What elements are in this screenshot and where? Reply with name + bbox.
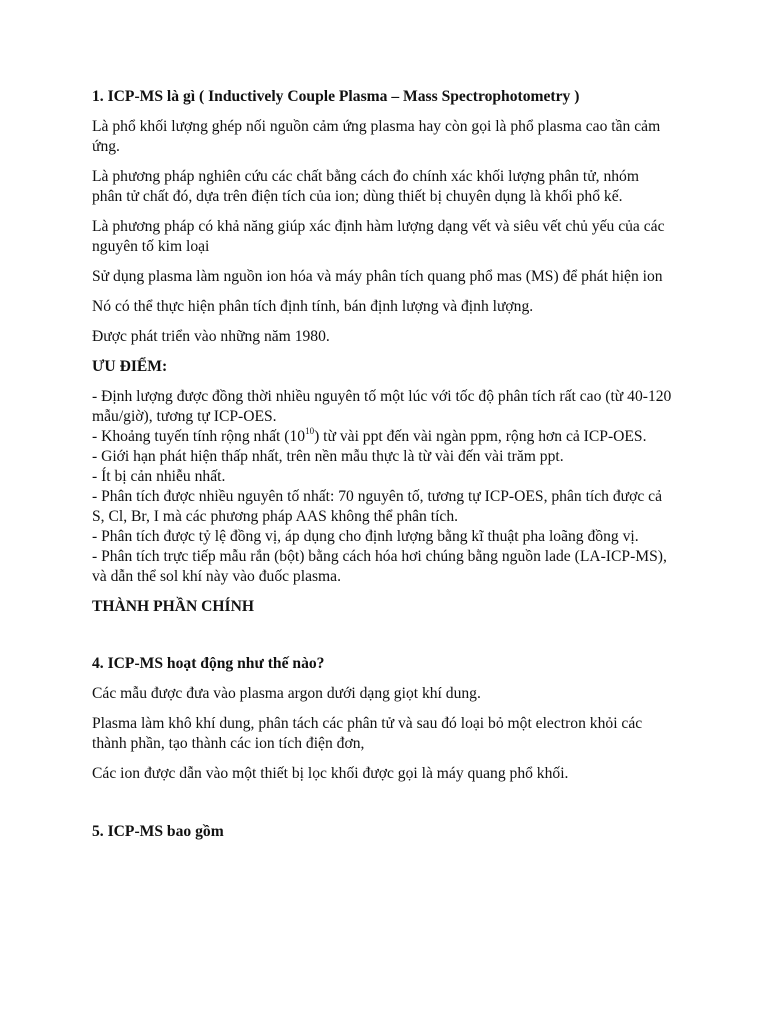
section-4-paragraph-1: Các mẫu được đưa vào plasma argon dưới dạng giọt khí dung. xyxy=(92,685,481,702)
document-content xyxy=(92,87,672,842)
advantage-item-7: - Phân tích trực tiếp mẫu rắn (bột) bằng cách hóa hơi chúng bằng nguồn lade (LA-ICP-MS), và dẫn thể sol khí này vào đuốc plasma. xyxy=(92,548,667,585)
components-heading: THÀNH PHẦN CHÍNH xyxy=(92,598,255,615)
section-1-paragraph-6: Được phát triển vào những năm 1980. xyxy=(92,328,330,345)
section-4-paragraph-3: Các ion được dẫn vào một thiết bị lọc khối được gọi là máy quang phổ khối. xyxy=(92,765,569,782)
advantages-list xyxy=(92,387,672,587)
advantage-item-6: - Phân tích được tỷ lệ đồng vị, áp dụng cho định lượng bằng kĩ thuật pha loãng đồng vị. xyxy=(92,528,639,545)
section-1-paragraph-4: Sử dụng plasma làm nguồn ion hóa và máy phân tích quang phổ mas (MS) để phát hiện ion xyxy=(92,268,663,285)
advantage-item-1: - Định lượng được đồng thời nhiều nguyên tố một lúc với tốc độ phân tích rất cao (từ 40-120 mẫu/giờ), tương tự ICP-OES. xyxy=(92,388,672,425)
advantage-item-2-after: ) từ vài ppt đến vài ngàn ppm, rộng hơn cả ICP-OES. xyxy=(314,428,647,445)
section-1-paragraph-3: Là phương pháp có khả năng giúp xác định hàm lượng dạng vết và siêu vết chủ yếu của các nguyên tố kim loại xyxy=(92,218,665,255)
advantage-item-4: - Ít bị cản nhiễu nhất. xyxy=(92,468,226,485)
section-1-paragraph-1: Là phổ khối lượng ghép nối nguồn cảm ứng plasma hay còn gọi là phổ plasma cao tần cảm ứng. xyxy=(92,118,661,155)
section-4-heading: 4. ICP-MS hoạt động như thế nào? xyxy=(92,655,325,672)
advantage-item-3: - Giới hạn phát hiện thấp nhất, trên nền mẫu thực là từ vài đến vài trăm ppt. xyxy=(92,448,564,465)
advantages-heading: ƯU ĐIỂM: xyxy=(92,358,168,375)
section-4-paragraph-2: Plasma làm khô khí dung, phân tách các phân tử và sau đó loại bỏ một electron khỏi các thành phần, tạo thành các ion tích điện đơn, xyxy=(92,715,643,752)
advantage-item-2-before: - Khoảng tuyến tính rộng nhất (10 xyxy=(92,428,306,445)
advantage-item-2 xyxy=(92,427,672,447)
section-1-heading: 1. ICP-MS là gì ( Inductively Couple Plasma – Mass Spectrophotometry ) xyxy=(92,88,580,105)
advantage-item-2-superscript: 10 xyxy=(305,425,315,436)
section-1-paragraph-5: Nó có thể thực hiện phân tích định tính, bán định lượng và định lượng. xyxy=(92,298,534,315)
advantage-item-5: - Phân tích được nhiều nguyên tố nhất: 70 nguyên tố, tương tự ICP-OES, phân tích được cả S, Cl, Br, I mà các phương pháp AAS không thể phân tích. xyxy=(92,488,663,525)
section-5-heading: 5. ICP-MS bao gồm xyxy=(92,823,224,840)
section-1-paragraph-2: Là phương pháp nghiên cứu các chất bằng cách đo chính xác khối lượng phân tử, nhóm phân tử chất đó, dựa trên điện tích của ion; dùng thiết bị chuyên dụng là khối phổ kế. xyxy=(92,168,639,205)
